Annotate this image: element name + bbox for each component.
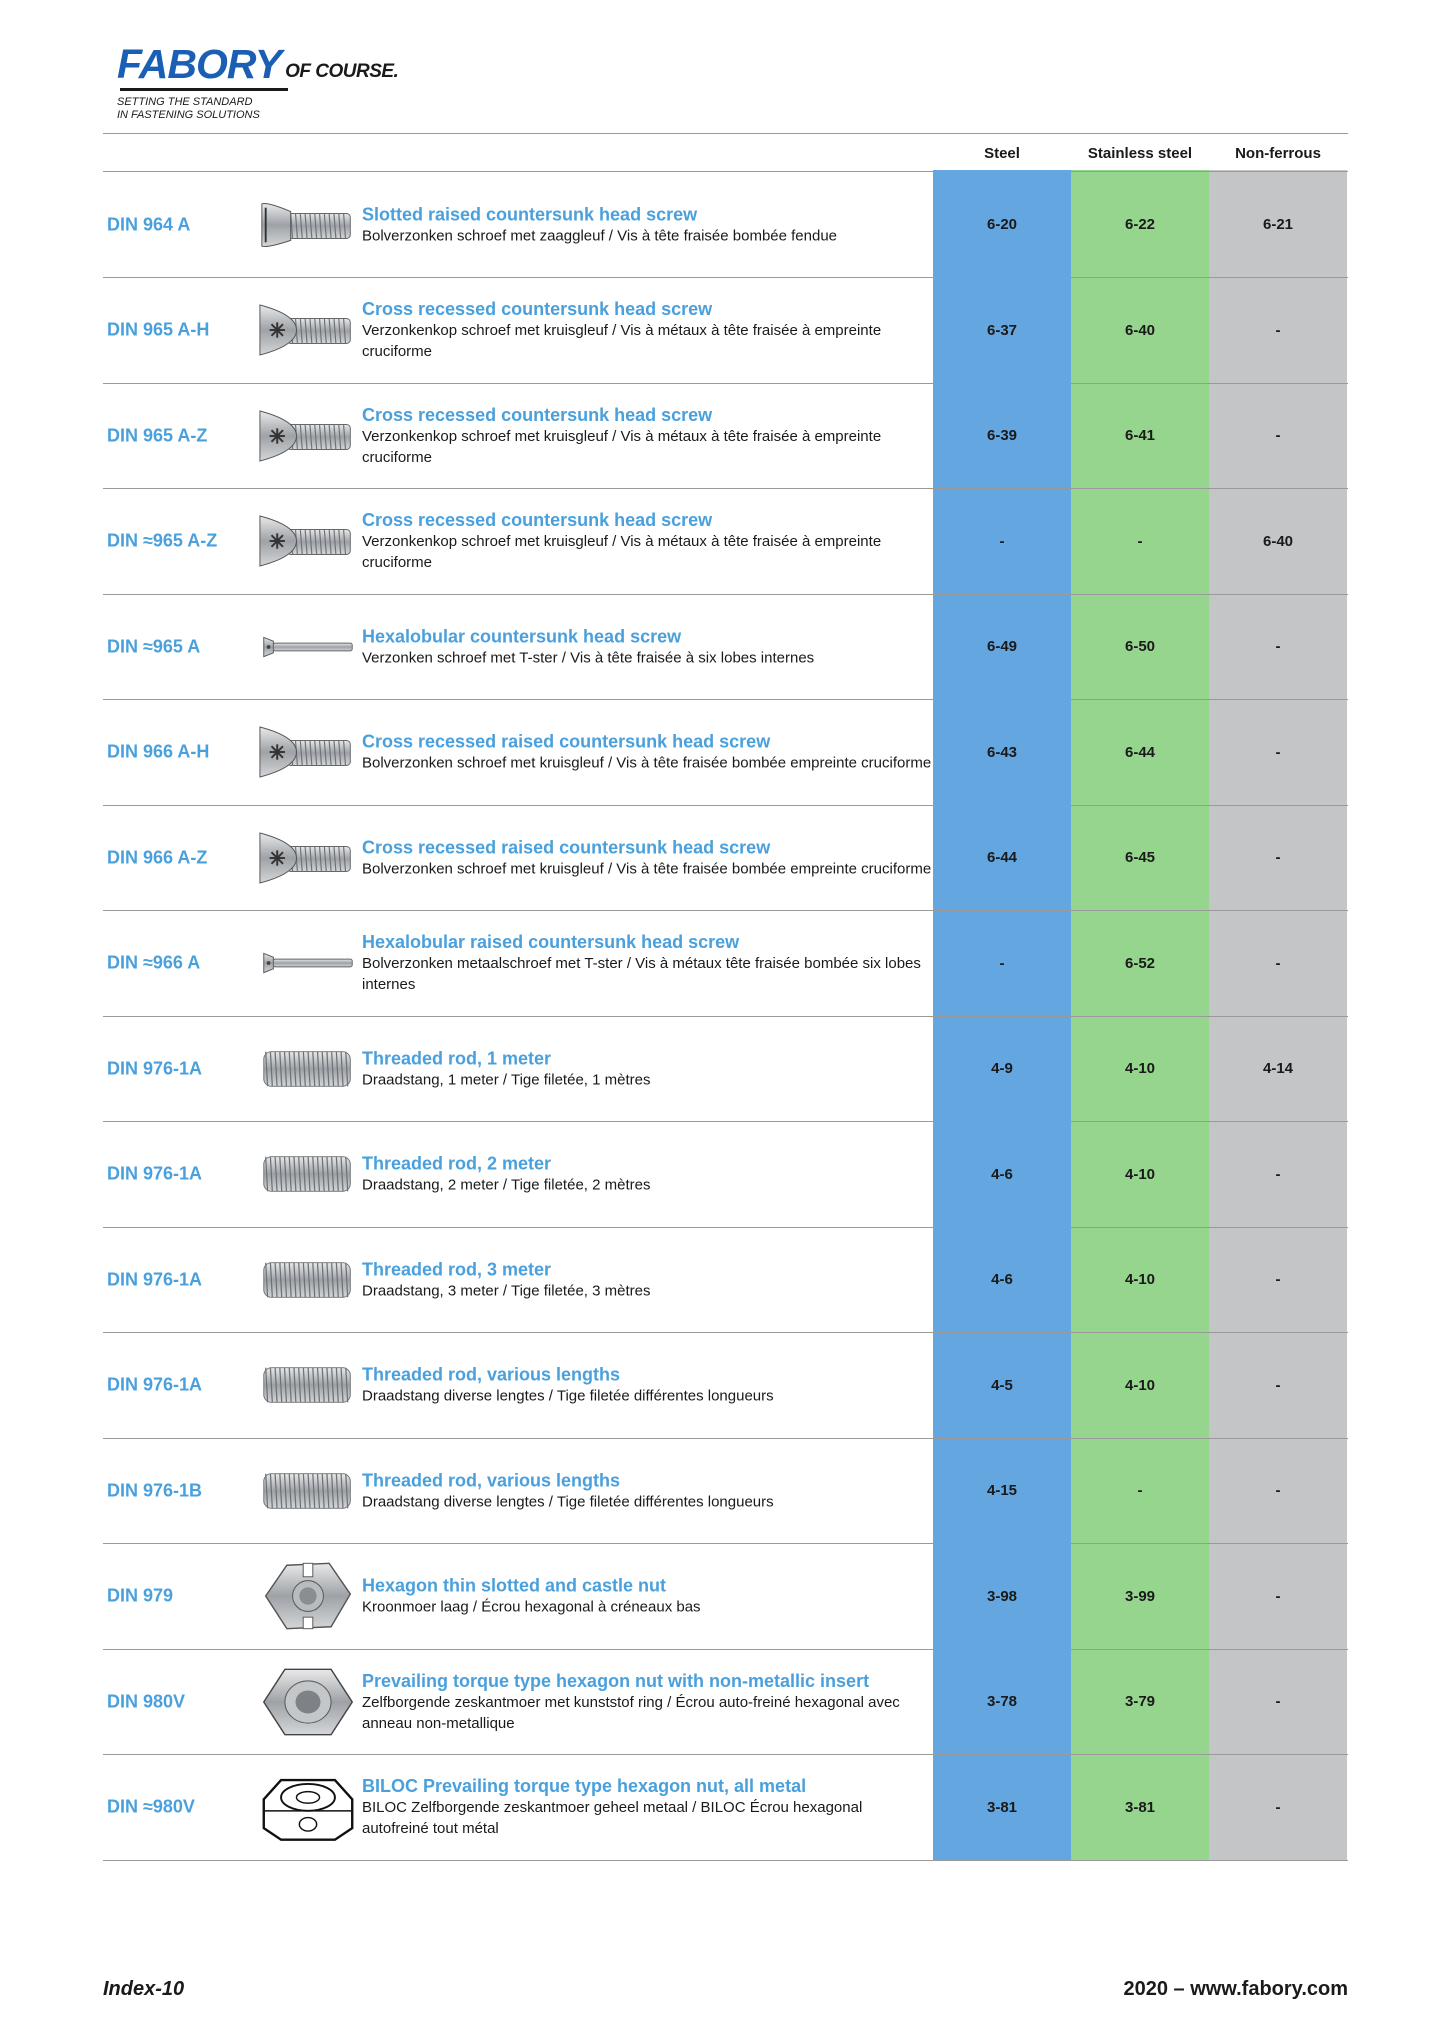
table-row xyxy=(103,1650,1348,1756)
din-code: DIN 965 A-H xyxy=(107,319,210,340)
hexalobular-raised-countersunk-screw-icon xyxy=(258,923,358,1003)
table-row xyxy=(103,700,1348,806)
cross-countersunk-screw-icon xyxy=(258,501,358,581)
table-row xyxy=(103,171,1348,278)
tagline-line-1: SETTING THE STANDARD xyxy=(117,96,253,108)
din-code: DIN 965 A-Z xyxy=(107,425,208,446)
product-subtitle: Verzonken schroef met T-ster / Vis à tête fraisée à six lobes internes xyxy=(362,649,815,667)
din-code: DIN 976-1B xyxy=(107,1480,203,1501)
din-code: DIN ≈980V xyxy=(107,1796,195,1817)
stainless-page-ref: 6-50 xyxy=(1124,638,1156,656)
product-description xyxy=(362,1775,932,1839)
product-title: Threaded rod, 2 meter xyxy=(362,1153,552,1174)
product-subtitle: Draadstang diverse lengtes / Tige filetée différentes longueurs xyxy=(362,1387,774,1405)
steel-page-ref: 6-49 xyxy=(986,638,1018,656)
threaded-rod-icon xyxy=(258,1240,358,1320)
product-title: Cross recessed countersunk head screw xyxy=(362,510,713,531)
stainless-page-ref: 3-99 xyxy=(1124,1587,1156,1605)
nonferrous-page-ref: - xyxy=(1275,1376,1281,1394)
stainless-page-ref: 4-10 xyxy=(1124,1165,1156,1183)
slotted-raised-countersunk-screw-icon xyxy=(258,185,358,265)
steel-page-ref: - xyxy=(999,532,1005,550)
footer-site: 2020 – www.fabory.com xyxy=(1123,1978,1348,2000)
cross-countersunk-screw-icon xyxy=(258,290,358,370)
stainless-page-ref: 6-22 xyxy=(1124,216,1156,233)
table-row xyxy=(103,1122,1348,1228)
din-code: DIN 964 A xyxy=(107,214,191,234)
product-title: Threaded rod, various lengths xyxy=(362,1364,621,1385)
din-code: DIN 980V xyxy=(107,1691,186,1712)
table-row xyxy=(103,1228,1348,1334)
table-row xyxy=(103,1333,1348,1439)
din-code: DIN ≈965 A-Z xyxy=(107,530,218,551)
table-body xyxy=(103,171,1348,1861)
product-subtitle: BILOC Zelfborgende zeskantmoer geheel metaal / BILOC Écrou hexagonal autofreiné tout métal xyxy=(362,1799,863,1838)
steel-page-ref: 6-44 xyxy=(986,849,1018,867)
din-code: DIN ≈966 A xyxy=(107,952,201,973)
page-number: Index-10 xyxy=(103,1978,185,2000)
product-subtitle: Bolverzonken schroef met zaaggleuf / Vis à tête fraisée bombée fendue xyxy=(362,227,838,244)
steel-page-ref: 4-6 xyxy=(991,1165,1013,1183)
steel-page-ref: 6-37 xyxy=(986,321,1018,339)
product-subtitle: Draadstang, 2 meter / Tige filetée, 2 mètres xyxy=(362,1176,651,1194)
product-index-table xyxy=(103,133,1348,1861)
din-code: DIN 976-1A xyxy=(107,1163,203,1184)
stainless-page-ref: 6-40 xyxy=(1124,321,1156,339)
logo-underline xyxy=(120,88,288,91)
product-description xyxy=(362,1469,932,1512)
product-subtitle: Draadstang, 3 meter / Tige filetée, 3 mètres xyxy=(362,1282,651,1300)
nonferrous-page-ref: - xyxy=(1275,1482,1281,1500)
stainless-page-ref: 3-81 xyxy=(1124,1798,1156,1816)
nonferrous-page-ref: - xyxy=(1275,638,1281,656)
table-row xyxy=(103,1755,1348,1861)
nonferrous-page-ref: 6-21 xyxy=(1262,216,1294,233)
product-title: Hexalobular countersunk head screw xyxy=(362,626,682,647)
cross-countersunk-screw-icon xyxy=(258,396,358,476)
product-description xyxy=(362,1364,932,1407)
nonferrous-page-ref: - xyxy=(1275,1165,1281,1183)
product-description xyxy=(362,1575,932,1618)
nonferrous-page-ref: - xyxy=(1275,849,1281,867)
steel-page-ref: 6-43 xyxy=(986,743,1018,761)
product-subtitle: Verzonkenkop schroef met kruisgleuf / Vis à métaux à tête fraisée à empreinte cruciforme xyxy=(362,427,882,466)
table-row xyxy=(103,911,1348,1017)
threaded-rod-icon xyxy=(258,1451,358,1531)
stainless-page-ref: 6-44 xyxy=(1124,743,1156,761)
biloc-nut-icon xyxy=(258,1767,358,1847)
product-description xyxy=(362,404,932,468)
din-code: DIN 979 xyxy=(107,1585,174,1606)
din-code: DIN 976-1A xyxy=(107,1058,203,1079)
nonferrous-page-ref: - xyxy=(1275,1798,1281,1816)
product-title: Cross recessed raised countersunk head screw xyxy=(362,837,771,858)
steel-page-ref: - xyxy=(999,954,1005,972)
product-subtitle: Draadstang, 1 meter / Tige filetée, 1 mètres xyxy=(362,1071,651,1089)
product-title: Cross recessed countersunk head screw xyxy=(362,299,713,320)
header-nonferrous: Non-ferrous xyxy=(1235,145,1321,162)
stainless-page-ref: 6-41 xyxy=(1124,427,1156,445)
product-title: Hexalobular raised countersunk head screw xyxy=(362,932,740,953)
stainless-page-ref: 6-45 xyxy=(1124,849,1156,867)
table-row xyxy=(103,278,1348,384)
product-description xyxy=(362,1153,932,1196)
nonferrous-page-ref: - xyxy=(1275,427,1281,445)
threaded-rod-icon xyxy=(258,1029,358,1109)
product-title: Cross recessed countersunk head screw xyxy=(362,404,713,425)
cross-raised-countersunk-screw-icon xyxy=(258,712,358,792)
table-row xyxy=(103,806,1348,912)
product-subtitle: Kroonmoer laag / Écrou hexagonal à créneaux bas xyxy=(362,1598,701,1616)
nonferrous-page-ref: - xyxy=(1275,743,1281,761)
tagline-line-2: IN FASTENING SOLUTIONS xyxy=(117,109,260,121)
product-description xyxy=(362,731,932,774)
cross-raised-countersunk-screw-icon xyxy=(258,818,358,898)
nonferrous-page-ref: - xyxy=(1275,1587,1281,1605)
product-subtitle: Bolverzonken schroef met kruisgleuf / Vis à tête fraisée bombée empreinte cruciforme xyxy=(362,754,932,772)
din-code: DIN 976-1A xyxy=(107,1269,203,1290)
table-row xyxy=(103,384,1348,490)
stainless-page-ref: 4-10 xyxy=(1124,1060,1156,1078)
hexagon-nut-icon xyxy=(258,1662,358,1742)
steel-page-ref: 3-98 xyxy=(986,1587,1018,1605)
product-title: Threaded rod, 3 meter xyxy=(362,1259,552,1280)
nonferrous-page-ref: - xyxy=(1275,1271,1281,1289)
steel-page-ref: 6-20 xyxy=(986,216,1018,233)
product-subtitle: Zelfborgende zeskantmoer met kunststof ring / Écrou auto-freiné hexagonal avec anneau non-metallique xyxy=(362,1693,900,1732)
product-subtitle: Verzonkenkop schroef met kruisgleuf / Vis à métaux à tête fraisée à empreinte cruciforme xyxy=(362,322,882,361)
steel-page-ref: 4-9 xyxy=(991,1060,1013,1078)
table-row xyxy=(103,595,1348,701)
nonferrous-page-ref: - xyxy=(1275,321,1281,339)
product-title: Cross recessed raised countersunk head screw xyxy=(362,731,771,752)
product-subtitle: Verzonkenkop schroef met kruisgleuf / Vis à métaux à tête fraisée à empreinte cruciforme xyxy=(362,533,882,572)
table-row xyxy=(103,1439,1348,1545)
product-description xyxy=(362,836,932,879)
product-subtitle: Draadstang diverse lengtes / Tige filetée différentes longueurs xyxy=(362,1493,774,1511)
product-title: BILOC Prevailing torque type hexagon nut, all metal xyxy=(362,1776,807,1797)
stainless-page-ref: - xyxy=(1137,532,1143,550)
din-code: DIN 966 A-H xyxy=(107,741,210,762)
product-description xyxy=(362,298,932,362)
din-code: DIN 976-1A xyxy=(107,1374,203,1395)
threaded-rod-icon xyxy=(258,1134,358,1214)
brand-name: FABORY xyxy=(117,41,282,87)
brand-tagline xyxy=(117,96,398,122)
stainless-page-ref: 3-79 xyxy=(1124,1693,1156,1711)
product-description xyxy=(362,1258,932,1301)
product-title: Prevailing torque type hexagon nut with non-metallic insert xyxy=(362,1670,870,1691)
steel-page-ref: 4-15 xyxy=(986,1482,1018,1500)
steel-page-ref: 4-6 xyxy=(991,1271,1013,1289)
product-description xyxy=(362,1047,932,1090)
table-row xyxy=(103,1017,1348,1123)
steel-page-ref: 4-5 xyxy=(991,1376,1013,1394)
product-title: Threaded rod, various lengths xyxy=(362,1470,621,1491)
nonferrous-page-ref: - xyxy=(1275,954,1281,972)
table-header xyxy=(103,134,1348,171)
stainless-page-ref: 4-10 xyxy=(1124,1271,1156,1289)
stainless-page-ref: - xyxy=(1137,1482,1143,1500)
steel-page-ref: 3-78 xyxy=(986,1693,1018,1711)
header-steel: Steel xyxy=(984,145,1020,162)
nonferrous-page-ref: - xyxy=(1275,1693,1281,1711)
nonferrous-page-ref: 6-40 xyxy=(1262,532,1294,550)
product-description xyxy=(362,203,932,246)
product-subtitle: Bolverzonken schroef met kruisgleuf / Vis à tête fraisée bombée empreinte cruciforme xyxy=(362,860,932,878)
product-description xyxy=(362,1670,932,1734)
product-title: Slotted raised countersunk head screw xyxy=(362,204,698,224)
hexalobular-countersunk-screw-icon xyxy=(258,607,358,687)
stainless-page-ref: 6-52 xyxy=(1124,954,1156,972)
header-stainless: Stainless steel xyxy=(1087,145,1193,162)
product-title: Threaded rod, 1 meter xyxy=(362,1048,552,1069)
product-title: Hexagon thin slotted and castle nut xyxy=(362,1575,667,1596)
brand-logo xyxy=(117,41,399,122)
product-subtitle: Bolverzonken metaalschroef met T-ster / Vis à métaux tête fraisée bombée six lobes internes xyxy=(362,955,921,994)
product-description xyxy=(362,509,932,573)
steel-page-ref: 3-81 xyxy=(986,1798,1018,1816)
table-row xyxy=(103,489,1348,595)
steel-page-ref: 6-39 xyxy=(986,427,1018,445)
product-description xyxy=(362,625,932,668)
threaded-rod-icon xyxy=(258,1345,358,1425)
din-code: DIN 966 A-Z xyxy=(107,847,208,868)
table-row xyxy=(103,1544,1348,1650)
castle-nut-icon xyxy=(258,1556,358,1636)
stainless-page-ref: 4-10 xyxy=(1124,1376,1156,1394)
din-code: DIN ≈965 A xyxy=(107,636,201,657)
brand-suffix: OF COURSE. xyxy=(285,61,399,82)
product-description xyxy=(362,931,932,995)
nonferrous-page-ref: 4-14 xyxy=(1262,1060,1294,1078)
